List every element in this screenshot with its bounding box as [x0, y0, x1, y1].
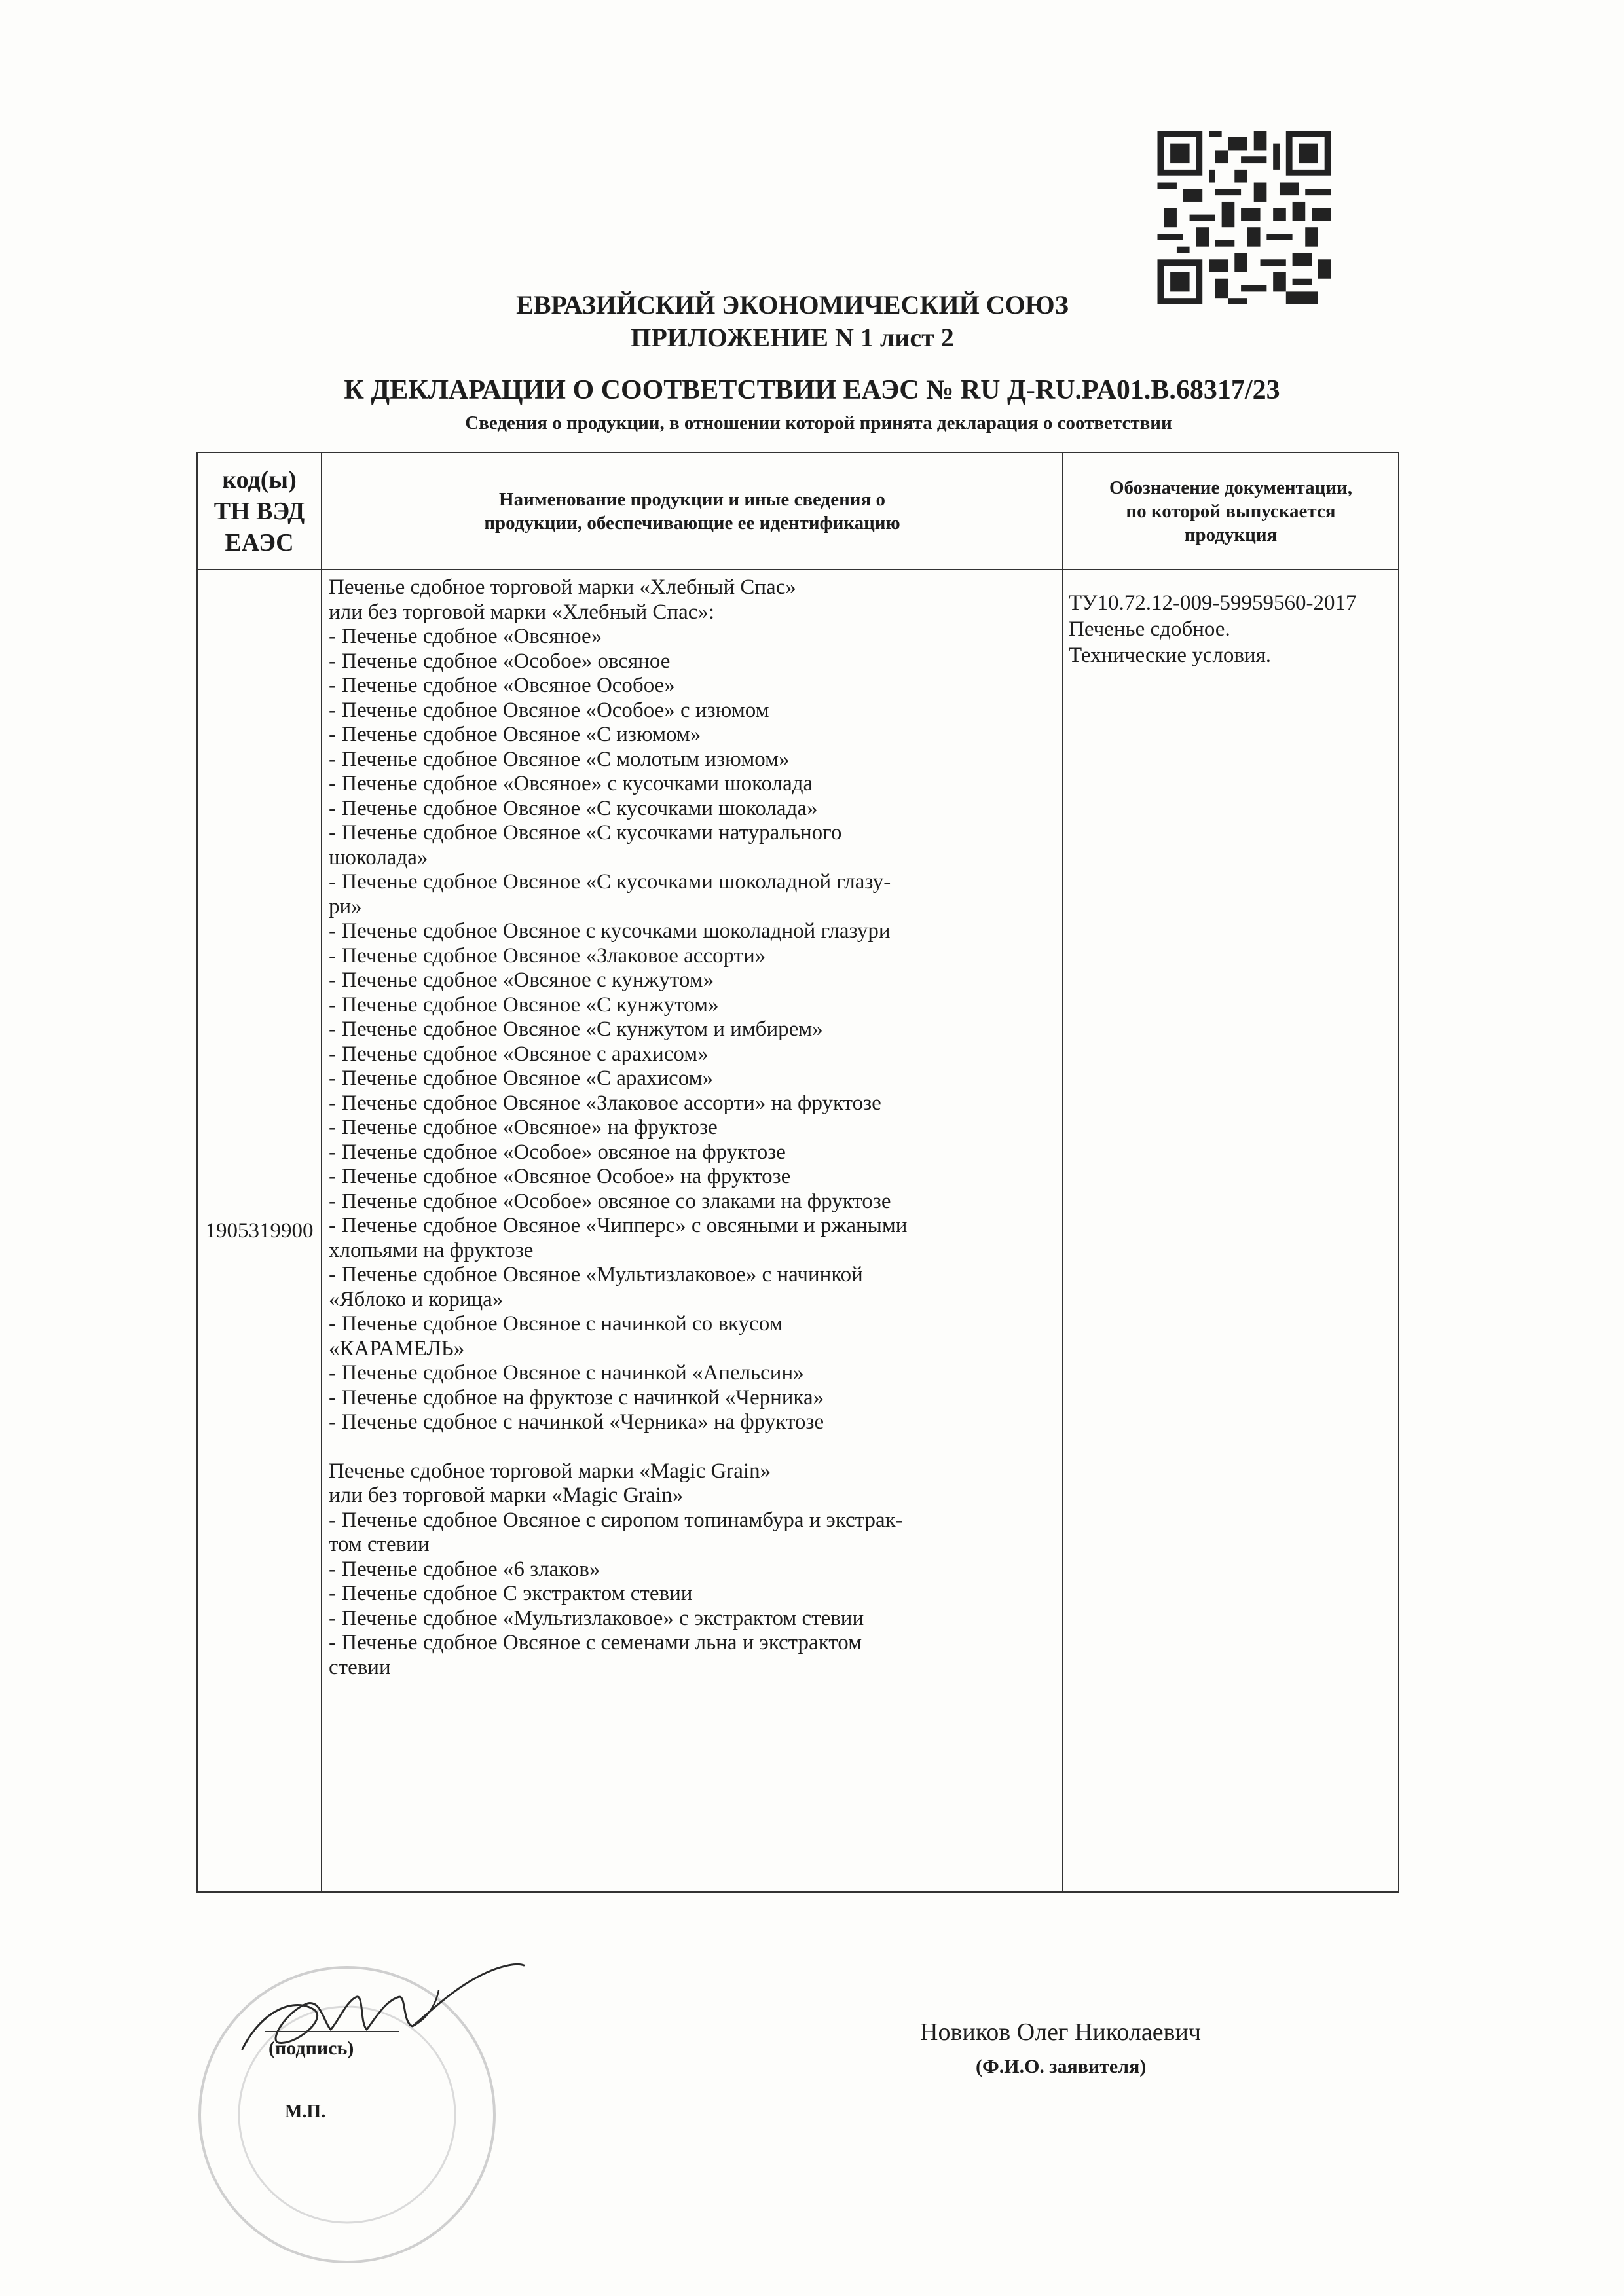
signature-line [265, 2031, 399, 2032]
list-item: или без торговой марки «Хлебный Спас»: [329, 600, 715, 624]
table-header-row [197, 452, 1399, 570]
list-item: шоколада» [329, 845, 428, 869]
header-name-line: Наименование продукции и иные сведения о [499, 488, 885, 510]
header-doc-line: Обозначение документации, [1109, 477, 1353, 498]
list-item: - Печенье сдобное «Овсяное Особое» на фруктозе [329, 1165, 791, 1188]
list-item: или без торговой марки «Magic Grain» [329, 1484, 684, 1507]
list-item: - Печенье сдобное Овсяное «Злаковое ассорти» [329, 943, 766, 968]
documentation-line: Технические условия. [1069, 644, 1272, 667]
list-item: - Печенье сдобное «Овсяное Особое» [329, 674, 675, 697]
hs-code: 1905319900 [197, 570, 322, 1892]
list-item: - Печенье сдобное «Мультизлаковое» с экстрактом стевии [329, 1606, 864, 1630]
list-item: - Печенье сдобное Овсяное с начинкой со вкусом [329, 1312, 783, 1336]
applicant-name: Новиков Олег Николаевич [920, 2018, 1201, 2046]
list-item: хлопьями на фруктозе [329, 1238, 534, 1262]
list-item: - Печенье сдобное «Овсяное с кунжутом» [329, 968, 714, 992]
documentation-line: ТУ10.72.12-009-59959560-2017 [1069, 591, 1357, 615]
products-table [196, 452, 1399, 1893]
list-item: - Печенье сдобное «Особое» овсяное на фруктозе [329, 1140, 786, 1164]
header-code-line: ЕАЭС [225, 528, 294, 556]
list-item: - Печенье сдобное «Овсяное» [329, 625, 602, 648]
header-documentation [1063, 452, 1399, 570]
signature [216, 1931, 648, 2108]
list-item: - Печенье сдобное Овсяное «С кусочками натурального [329, 821, 842, 845]
list-item: Печенье сдобное торговой марки «Magic Grain» [329, 1459, 771, 1483]
header-code-line: код(ы) [222, 465, 297, 494]
list-item: - Печенье сдобное Овсяное «С изюмом» [329, 723, 701, 746]
table-row [197, 570, 1399, 1892]
list-item: - Печенье сдобное Овсяное с начинкой «Апельсин» [329, 1361, 804, 1385]
signature-caption: (подпись) [268, 2037, 354, 2059]
declaration-title: К ДЕКЛАРАЦИИ О СООТВЕТСТВИИ ЕАЭС № RU Д-RU.PA01.B.68317/23 [344, 375, 1280, 405]
list-item: - Печенье сдобное Овсяное «Мультизлаковое» с начинкой [329, 1263, 863, 1286]
list-item: - Печенье сдобное на фруктозе с начинкой «Черника» [329, 1385, 824, 1410]
list-item: - Печенье сдобное Овсяное «Особое» с изюмом [329, 698, 769, 722]
declaration-subtitle: Сведения о продукции, в отношении которой принята декларация о соответствии [465, 412, 1172, 433]
list-item: - Печенье сдобное Овсяное с сиропом топинамбура и экстрак- [329, 1508, 903, 1532]
list-item: - Печенье сдобное Овсяное «С кусочками шоколадной глазу- [329, 870, 891, 894]
documentation-line: Печенье сдобное. [1069, 617, 1230, 641]
list-item: «Яблоко и корица» [329, 1287, 504, 1311]
header-name [322, 452, 1063, 570]
header-code-line: ТН ВЭД [213, 497, 305, 525]
documentation-cell [1063, 570, 1399, 1892]
list-item: - Печенье сдобное Овсяное «С кусочками шоколада» [329, 796, 818, 820]
list-item: - Печенье сдобное «Овсяное» на фруктозе [329, 1116, 718, 1139]
header-name-line: продукции, обеспечивающие ее идентификацию [484, 512, 900, 534]
list-item: - Печенье сдобное Овсяное «С кунжутом» [329, 993, 719, 1017]
product-list [322, 570, 1063, 1892]
list-item [329, 1435, 1058, 1459]
list-item: - Печенье сдобное «Овсяное с арахисом» [329, 1042, 709, 1066]
list-item: - Печенье сдобное Овсяное «Чипперс» с овсяными и ржаными [329, 1214, 908, 1237]
list-item: Печенье сдобное торговой марки «Хлебный Спас» [329, 575, 796, 599]
header-code [197, 452, 322, 570]
list-item: - Печенье сдобное «Овсяное» с кусочками шоколада [329, 772, 813, 795]
list-item: - Печенье сдобное Овсяное с семенами льна и экстрактом [329, 1631, 862, 1654]
header-doc-line: продукция [1184, 524, 1278, 545]
applicant-caption: (Ф.И.О. заявителя) [976, 2056, 1147, 2077]
stamp-mark: М.П. [285, 2102, 326, 2122]
list-item: «КАРАМЕЛЬ» [329, 1336, 465, 1360]
list-item: - Печенье сдобное «6 злаков» [329, 1557, 600, 1581]
list-item: - Печенье сдобное Овсяное «С кунжутом и имбирем» [329, 1017, 823, 1041]
qr-code [1156, 131, 1333, 304]
list-item: - Печенье сдобное Овсяное «С арахисом» [329, 1066, 714, 1090]
list-item: том стевии [329, 1533, 430, 1556]
list-item: стевии [329, 1655, 391, 1679]
list-item: - Печенье сдобное Овсяное «С молотым изюмом» [329, 747, 790, 771]
list-item: - Печенье сдобное Овсяное «Злаковое ассорти» на фруктозе [329, 1091, 881, 1115]
header-doc-line: по которой выпускается [1126, 500, 1336, 522]
list-item: - Печенье сдобное Овсяное с кусочками шоколадной глазури [329, 919, 891, 943]
list-item: - Печенье сдобное «Особое» овсяное со злаками на фруктозе [329, 1189, 891, 1213]
list-item: - Печенье сдобное С экстрактом стевии [329, 1582, 693, 1605]
union-title: ЕВРАЗИЙСКИЙ ЭКОНОМИЧЕСКИЙ СОЮЗ [516, 290, 1069, 319]
appendix-title: ПРИЛОЖЕНИЕ N 1 лист 2 [631, 323, 954, 352]
list-item: - Печенье сдобное «Особое» овсяное [329, 649, 671, 673]
list-item: ри» [329, 894, 362, 919]
list-item: - Печенье сдобное с начинкой «Черника» на фруктозе [329, 1410, 824, 1434]
